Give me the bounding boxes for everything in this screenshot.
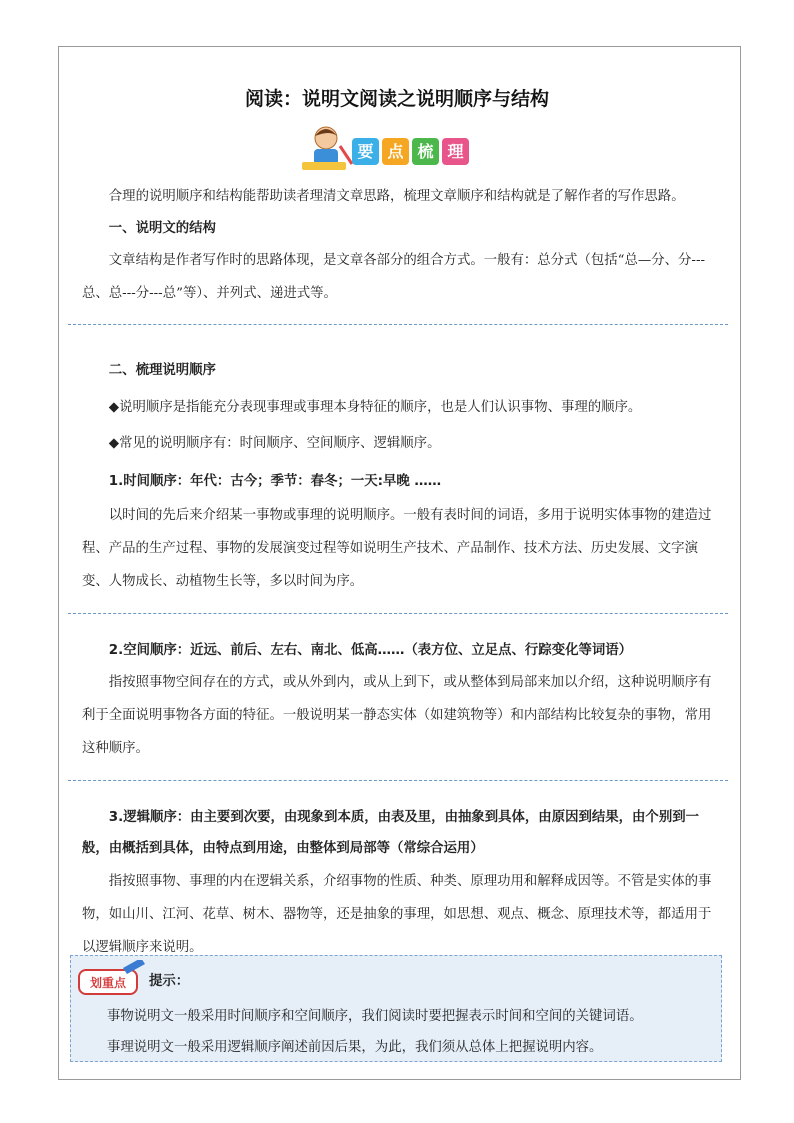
section2-bullet-1: ◆说明顺序是指能充分表现事理或事理本身特征的顺序，也是人们认识事物、事理的顺序。 <box>108 400 642 415</box>
banner-char-3: 梳 <box>412 138 439 165</box>
banner-char-4: 理 <box>442 138 469 165</box>
section2-bullet-2: ◆常见的说明顺序有：时间顺序、空间顺序、逻辑顺序。 <box>108 436 441 451</box>
banner-char-2: 点 <box>382 138 409 165</box>
space-order-heading: 2.空间顺序：近远、前后、左右、南北、低高……（表方位、立足点、行踪变化等词语） <box>108 643 633 658</box>
section1-heading: 一、说明文的结构 <box>108 221 216 236</box>
time-order-body: 以时间的先后来介绍某一事物或事理的说明顺序。一般有表时间的词语，多用于说明实体事物的建造过程、产品的生产过程、事物的发展演变过程等如说明生产技术、产品制作、技术方法、历史发展、文字演变、人物成长、动植物生长等，多以时间为序。 <box>82 508 712 589</box>
tip-line-1: 事物说明文一般采用时间顺序和空间顺序，我们阅读时要把握表示时间和空间的关键词语。 <box>107 1009 643 1024</box>
logic-order-heading: 3.逻辑顺序：由主要到次要，由现象到本质，由表及里，由抽象到具体，由原因到结果，由个别到一般，由概括到具体，由特点到用途，由整体到局部等（常综合运用） <box>82 810 699 856</box>
tip-box <box>70 955 722 1062</box>
section2-heading: 二、梳理说明顺序 <box>108 363 216 378</box>
tip-label: 提示： <box>149 974 190 989</box>
space-order-body: 指按照事物空间存在的方式，或从外到内，或从上到下，或从整体到局部来加以介绍，这种说明顺序有利于全面说明事物各方面的特征。一般说明某一静态实体（如建筑物等）和内部结构比较复杂的事物，常用这种顺序。 <box>82 675 712 756</box>
logic-order-body: 指按照事物、事理的内在逻辑关系，介绍事物的性质、种类、原理功用和解释成因等。不管是实体的事物，如山川、江河、花草、树木、器物等，还是抽象的事理，如思想、观点、概念、原理技术等，都适用于以逻辑顺序来说明。 <box>82 874 712 955</box>
banner-char-1: 要 <box>352 138 379 165</box>
key-points-banner <box>300 124 490 174</box>
page-title: 阅读：说明文阅读之说明顺序与结构 <box>244 88 549 110</box>
time-order-heading: 1.时间顺序：年代：古今；季节：春冬；一天:早晚 …… <box>108 474 442 489</box>
dashed-divider <box>68 613 728 614</box>
dashed-divider <box>68 324 728 325</box>
intro-paragraph: 合理的说明顺序和结构能帮助读者理清文章思路，梳理文章顺序和结构就是了解作者的写作思路。 <box>108 189 685 204</box>
student-illustration-icon <box>300 124 356 174</box>
tip-line-2: 事理说明文一般采用逻辑顺序阐述前因后果，为此，我们须从总体上把握说明内容。 <box>107 1040 603 1055</box>
dashed-divider <box>68 780 728 781</box>
badge-label: 划重点 <box>89 976 127 990</box>
section1-body: 文章结构是作者写作时的思路体现，是文章各部分的组合方式。一般有：总分式（包括“总—分、分---总、总---分---总”等）、并列式、递进式等。 <box>82 253 706 301</box>
highlight-badge-icon <box>75 960 147 1000</box>
